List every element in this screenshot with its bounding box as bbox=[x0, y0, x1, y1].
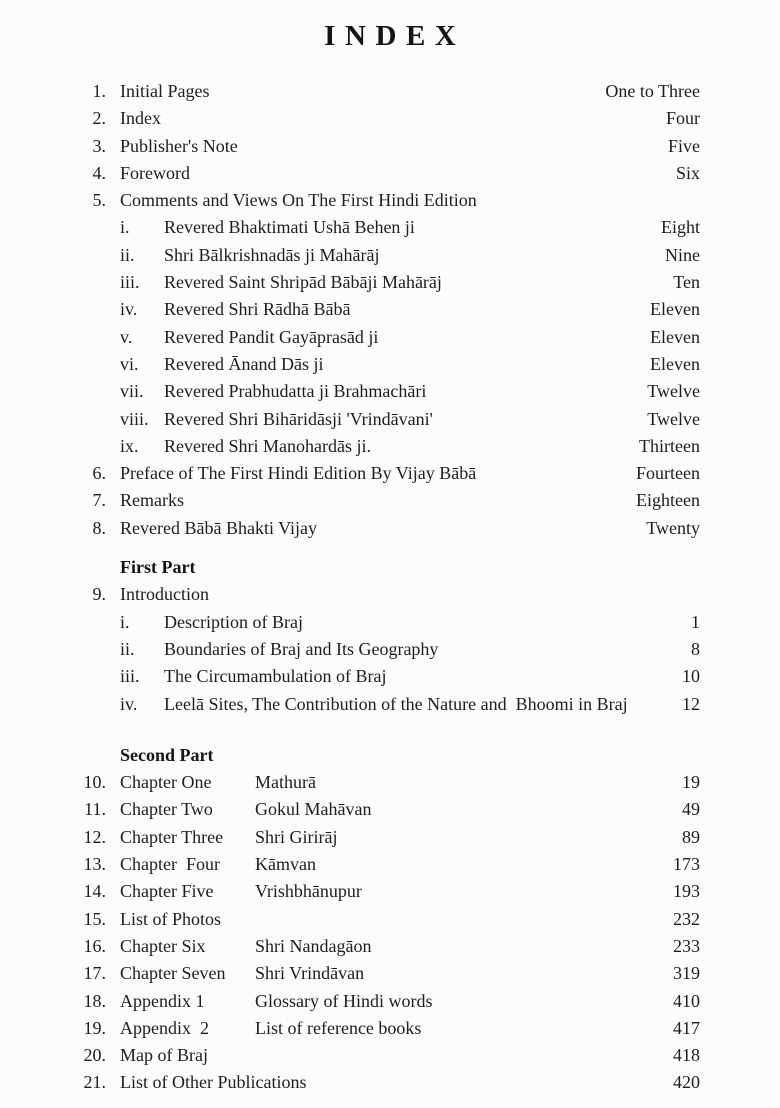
index-row bbox=[80, 351, 700, 378]
section-heading bbox=[80, 742, 700, 769]
section-label: First Part bbox=[120, 557, 196, 578]
entry-number: 5. bbox=[92, 190, 106, 211]
entry-number: 12. bbox=[83, 826, 106, 847]
entry-page-number: 233 bbox=[673, 935, 700, 956]
entry-number: 15. bbox=[83, 908, 106, 929]
index-row bbox=[80, 1069, 700, 1096]
entry-label: List of Photos bbox=[120, 908, 222, 929]
entry-page-number: Thirteen bbox=[639, 435, 700, 456]
index-row bbox=[80, 160, 700, 187]
entry-number: 18. bbox=[83, 990, 106, 1011]
entry-chapter-title: Shri Girirāj bbox=[255, 826, 338, 847]
entry-number: 14. bbox=[83, 881, 106, 902]
entry-label: Foreword bbox=[120, 162, 190, 183]
page-title: INDEX bbox=[324, 20, 466, 52]
entry-label: Chapter Two bbox=[120, 799, 213, 820]
index-row bbox=[80, 906, 700, 933]
entry-number: 10. bbox=[83, 772, 106, 793]
entry-label: Chapter One bbox=[120, 772, 212, 793]
entry-number: 13. bbox=[83, 854, 106, 875]
index-row bbox=[80, 636, 700, 663]
index-row bbox=[80, 663, 700, 690]
index-row bbox=[80, 515, 700, 542]
entry-number: 2. bbox=[92, 108, 106, 129]
entry-page-number: Eleven bbox=[650, 326, 700, 347]
entry-number: 3. bbox=[92, 135, 106, 156]
entry-number: 4. bbox=[92, 162, 106, 183]
index-row bbox=[80, 378, 700, 405]
entry-label: Appendix 2 bbox=[120, 1017, 209, 1038]
section-heading bbox=[80, 554, 700, 581]
entry-roman-numeral: vi. bbox=[120, 353, 139, 374]
entry-label: Revered Ānand Dās ji bbox=[164, 353, 324, 374]
entry-number: 11. bbox=[84, 799, 106, 820]
entry-page-number: 410 bbox=[673, 990, 700, 1011]
entry-roman-numeral: ii. bbox=[120, 638, 135, 659]
entry-page-number: One to Three bbox=[605, 81, 700, 101]
entry-page-number: Nine bbox=[665, 244, 700, 265]
entry-label: Leelā Sites, The Contribution of the Nature and Bhoomi in Braj bbox=[164, 693, 628, 714]
entry-number: 8. bbox=[92, 517, 106, 538]
entry-page-number: Eleven bbox=[650, 299, 700, 320]
entry-number: 16. bbox=[83, 935, 106, 956]
index-row bbox=[80, 242, 700, 269]
entry-chapter-title: Mathurā bbox=[255, 772, 316, 793]
index-row bbox=[80, 878, 700, 905]
index-row bbox=[80, 581, 700, 608]
entry-page-number: Twenty bbox=[646, 517, 700, 538]
index-row bbox=[80, 105, 700, 132]
entry-label: Publisher's Note bbox=[120, 135, 238, 156]
index-row bbox=[80, 78, 700, 105]
entry-chapter-title: Vrishbhānupur bbox=[255, 881, 362, 902]
entry-chapter-title: Shri Nandagāon bbox=[255, 935, 372, 956]
entry-page-number: Four bbox=[665, 108, 700, 129]
entry-roman-numeral: ii. bbox=[120, 244, 135, 265]
entry-page-number: 12 bbox=[682, 693, 700, 714]
entry-label: Shri Bālkrishnadās ji Mahārāj bbox=[164, 244, 380, 265]
entry-page-number: 1 bbox=[691, 611, 700, 632]
entry-page-number: 8 bbox=[691, 638, 700, 659]
entry-label: Revered Prabhudatta ji Brahmachāri bbox=[164, 381, 427, 402]
entry-page-number: 417 bbox=[673, 1017, 700, 1038]
entry-number: 1. bbox=[92, 81, 106, 101]
index-row bbox=[80, 851, 700, 878]
index-row bbox=[80, 487, 700, 514]
index-row bbox=[80, 133, 700, 160]
entry-label: Map of Braj bbox=[120, 1045, 208, 1066]
entry-page-number: 420 bbox=[673, 1072, 700, 1093]
index-row bbox=[80, 433, 700, 460]
entry-page-number: 232 bbox=[673, 908, 700, 929]
entry-page-number: Eight bbox=[661, 217, 700, 238]
entry-label: Chapter Six bbox=[120, 935, 206, 956]
entry-chapter-title: Shri Vrindāvan bbox=[255, 963, 365, 984]
index-row bbox=[80, 187, 700, 214]
entry-page-number: Fourteen bbox=[636, 463, 700, 484]
entry-label: Introduction bbox=[120, 584, 209, 605]
entry-label: Revered Shri Manohardās ji. bbox=[164, 435, 371, 456]
entry-chapter-title: Kāmvan bbox=[255, 854, 316, 875]
index-row bbox=[80, 609, 700, 636]
index-row bbox=[80, 1042, 700, 1069]
entry-page-number: Ten bbox=[673, 272, 700, 293]
index-row bbox=[80, 269, 700, 296]
entry-roman-numeral: ix. bbox=[120, 435, 139, 456]
entry-number: 20. bbox=[83, 1045, 106, 1066]
entry-label: Revered Bhaktimati Ushā Behen ji bbox=[164, 217, 415, 238]
entry-page-number: Twelve bbox=[647, 381, 700, 402]
entry-roman-numeral: iii. bbox=[120, 272, 140, 293]
index-rows bbox=[80, 78, 700, 1097]
entry-label: Revered Saint Shripād Bābāji Mahārāj bbox=[164, 272, 442, 293]
section-label: Second Part bbox=[120, 744, 214, 765]
entry-number: 19. bbox=[83, 1017, 106, 1038]
entry-roman-numeral: viii. bbox=[120, 408, 149, 429]
entry-number: 21. bbox=[83, 1072, 106, 1093]
entry-label: Remarks bbox=[120, 490, 184, 511]
entry-page-number: 418 bbox=[673, 1045, 700, 1066]
entry-chapter-title: Gokul Mahāvan bbox=[255, 799, 372, 820]
entry-page-number: 193 bbox=[673, 881, 700, 902]
entry-page-number: 19 bbox=[682, 772, 700, 793]
entry-page-number: 319 bbox=[673, 963, 700, 984]
entry-number: 9. bbox=[92, 584, 106, 605]
entry-label: Index bbox=[120, 108, 161, 129]
entry-number: 7. bbox=[92, 490, 106, 511]
entry-label: Chapter Seven bbox=[120, 963, 226, 984]
entry-label: Boundaries of Braj and Its Geography bbox=[164, 638, 439, 659]
entry-chapter-title: List of reference books bbox=[255, 1017, 422, 1038]
entry-label: Chapter Three bbox=[120, 826, 224, 847]
entry-label: Revered Bābā Bhakti Vijay bbox=[120, 517, 318, 538]
index-row bbox=[80, 796, 700, 823]
entry-number: 6. bbox=[92, 463, 106, 484]
entry-roman-numeral: vii. bbox=[120, 381, 144, 402]
entry-roman-numeral: i. bbox=[120, 611, 130, 632]
entry-roman-numeral: i. bbox=[120, 217, 130, 238]
index-row bbox=[80, 460, 700, 487]
entry-page-number: 49 bbox=[682, 799, 700, 820]
entry-roman-numeral: iii. bbox=[120, 666, 140, 687]
entry-roman-numeral: v. bbox=[120, 326, 133, 347]
entry-roman-numeral: iv. bbox=[120, 693, 138, 714]
entry-label: List of Other Publications bbox=[120, 1072, 307, 1093]
entry-label: Description of Braj bbox=[164, 611, 303, 632]
entry-label: Preface of The First Hindi Edition By Vijay Bābā bbox=[120, 463, 477, 484]
entry-page-number: Eighteen bbox=[636, 490, 700, 511]
index-row bbox=[80, 1015, 700, 1042]
entry-label: Initial Pages bbox=[120, 81, 210, 101]
entry-label: Revered Pandit Gayāprasād ji bbox=[164, 326, 379, 347]
entry-label: Appendix 1 bbox=[120, 990, 205, 1011]
entry-page-number: Twelve bbox=[647, 408, 700, 429]
entry-label: Revered Shri Rādhā Bābā bbox=[164, 299, 351, 320]
entry-label: Chapter Five bbox=[120, 881, 214, 902]
entry-label: Revered Shri Bihāridāsji 'Vrindāvani' bbox=[164, 408, 433, 429]
index-row bbox=[80, 988, 700, 1015]
entry-page-number: Eleven bbox=[650, 353, 700, 374]
index-row bbox=[80, 769, 700, 796]
entry-page-number: 89 bbox=[682, 826, 700, 847]
entry-label: Chapter Four bbox=[120, 854, 220, 875]
entry-page-number: 10 bbox=[682, 666, 700, 687]
entry-page-number: 173 bbox=[673, 854, 700, 875]
index-row bbox=[80, 406, 700, 433]
index-row bbox=[80, 933, 700, 960]
entry-label: The Circumambulation of Braj bbox=[164, 666, 387, 687]
entry-roman-numeral: iv. bbox=[120, 299, 138, 320]
entry-label: Comments and Views On The First Hindi Edition bbox=[120, 190, 477, 211]
entry-page-number: Five bbox=[667, 135, 700, 156]
index-row bbox=[80, 324, 700, 351]
index-row bbox=[80, 824, 700, 851]
index-row bbox=[80, 960, 700, 987]
index-row bbox=[80, 691, 700, 718]
index-row bbox=[80, 214, 700, 241]
entry-chapter-title: Glossary of Hindi words bbox=[255, 990, 433, 1011]
entry-page-number: Six bbox=[675, 162, 700, 183]
entry-number: 17. bbox=[83, 963, 106, 984]
index-row bbox=[80, 296, 700, 323]
